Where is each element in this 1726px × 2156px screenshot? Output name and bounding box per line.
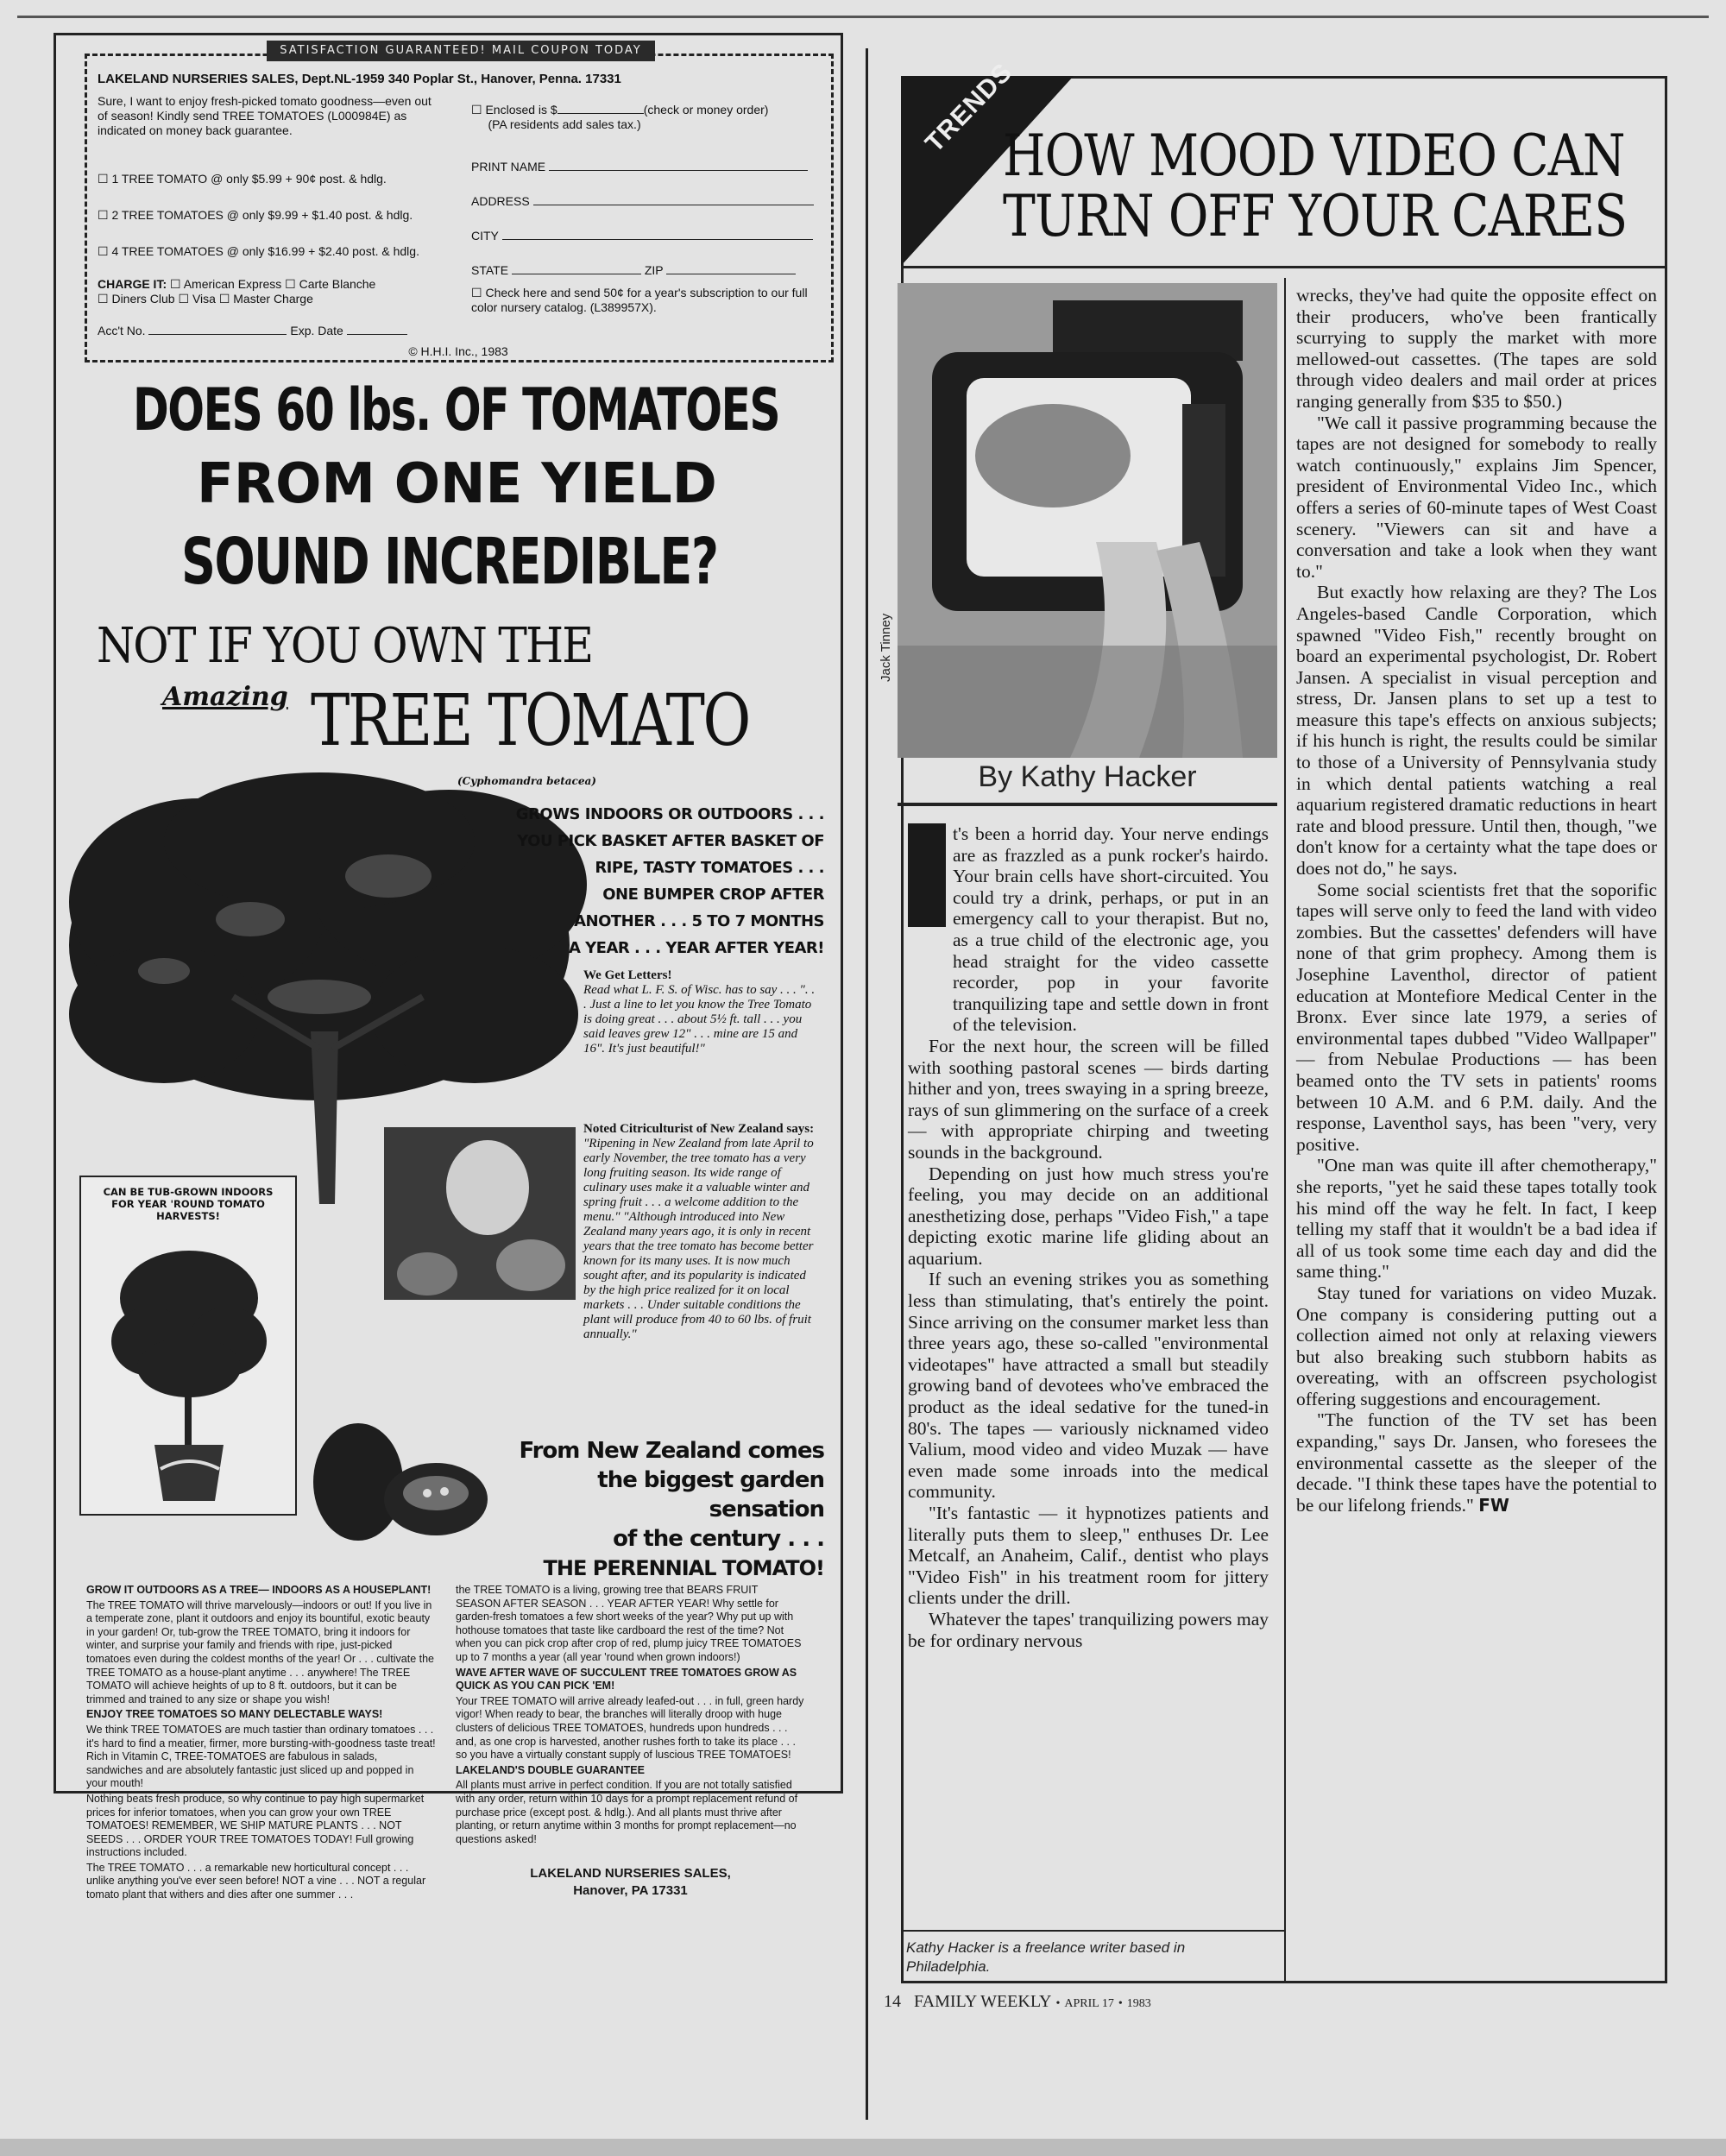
article-headline-2: TURN OFF YOUR CARES (1003, 183, 1628, 249)
letters-block (583, 968, 821, 1056)
enclosed-tax: (PA residents add sales tax.) (488, 117, 641, 131)
ad-product-name: TREE TOMATO (311, 680, 749, 762)
enclosed-label: Enclosed is $ (485, 103, 557, 117)
dropcap: I (908, 823, 909, 824)
mail-coupon (85, 44, 834, 362)
ad-headline-3: SOUND INCREDIBLE? (181, 525, 718, 599)
ad-footer (456, 1865, 805, 1900)
byline-rule (898, 803, 1277, 806)
tv-photo (898, 283, 1277, 758)
trends-kicker: TRENDS (920, 57, 1018, 158)
article-col-2 (1296, 285, 1657, 1516)
coupon-option-3[interactable]: ☐ 4 TREE TOMATOES @ only $16.99 + $2.40 post. & hdlg. (98, 244, 419, 258)
top-rule (17, 16, 1709, 18)
coupon-field-name[interactable] (471, 160, 825, 174)
article-col1-para-4: If such an evening strikes you as something less than stimulating, that's entirely the point. Since arriving on the consumer market less than three years ago, these so-called "environmental videotapes" have attracted a small but steadily growing band of devotees who've embraced the product as the ideal sedative for the tuned-in 80's. The tapes — variously nicknamed video Valium, mood video and video Muzak — have even made some inroads into the medical community. (908, 1269, 1269, 1503)
ad-amazing: Amazing (162, 682, 288, 712)
ad-headline-1: DOES 60 lbs. OF TOMATOES (133, 376, 780, 444)
charge-visa-label: Visa (192, 292, 216, 306)
ad-col2-head-2: LAKELAND'S DOUBLE GUARANTEE (456, 1763, 645, 1776)
tub-plant-illustration (98, 1238, 280, 1505)
folio-date: APRIL 17 (1064, 1997, 1114, 2010)
ad-col2-head-1: WAVE AFTER WAVE OF SUCCULENT TREE TOMATOES GROW AS QUICK AS YOU CAN PICK 'EM! (456, 1666, 797, 1693)
folio-year: 1983 (1126, 1997, 1151, 2010)
charge-amex[interactable]: ☐ American Express (170, 277, 282, 291)
nz-line-3: of the century . . . (613, 1526, 824, 1552)
endmark-fw: FW (1478, 1494, 1509, 1516)
coupon-option-1[interactable]: ☐ 1 TREE TOMATO @ only $5.99 + 90¢ post. & hdlg. (98, 172, 387, 186)
citriculturist-title: Noted Citriculturist of New Zealand says: (583, 1122, 815, 1136)
exp-label: Exp. Date (290, 324, 343, 337)
coupon-option-2[interactable]: ☐ 2 TREE TOMATOES @ only $9.99 + $1.40 post. & hdlg. (98, 208, 413, 222)
charge-master[interactable]: ☐ Master Charge (218, 292, 313, 306)
charge-visa[interactable]: ☐ Visa (178, 292, 216, 306)
article-col2-para-7: "The function of the TV set has been expanding," says Dr. Jansen, who foresees the environmental cassette as the sleeper of the decade. "I think these tapes have the potential to be our lifelong friends." (1296, 1409, 1657, 1516)
coupon-option-1-label: 1 TREE TOMATO @ only $5.99 + 90¢ post. & hdlg. (111, 172, 387, 186)
enclosed-amount-field[interactable] (557, 113, 644, 114)
charge-amex-label: American Express (183, 277, 282, 291)
article-col-1 (908, 823, 1269, 1651)
field-address-label: ADDRESS (471, 194, 530, 208)
ad-col2-para-1: the TREE TOMATO is a living, growing tree that BEARS FRUIT SEASON AFTER SEASON . . . YEAR AFTER YEAR! Why settle for garden-fresh tomatoes a few short weeks of the year? Why put up with hothouse tomatoes that taste like cardboard the rest of the time? Not when you can pick crop after crop of red, plump juicy TREE TOMATOES up to 7 months a year (all year 'round when grown indoors!) (456, 1584, 802, 1663)
acct-field[interactable] (148, 334, 287, 335)
tub-caption: CAN BE TUB-GROWN INDOORS FOR YEAR 'ROUND TOMATO HARVESTS! (103, 1186, 274, 1222)
article-col2-para-6: Stay tuned for variations on video Muzak. One company is considering putting out a collection aimed not only at relaxing viewers but also breaking such stubborn habits as overeating, with an offscreen psychologist offering suggestions and encouragement. (1296, 1282, 1657, 1409)
coupon-charge (98, 277, 451, 306)
ad-headline-4: NOT IF YOU OWN THE (97, 618, 593, 674)
nz-line-1: From New Zealand comes (519, 1438, 824, 1464)
letters-text: Read what L. F. S. of Wisc. has to say . . . ". . . Just a line to let you know the Tree Tomato is doing great . . . about 5½ ft. tall . . . you said leaves grew 12" . . . mine are 15 and 16". It's just beautiful!" (583, 983, 816, 1056)
coupon-copyright: © H.H.I. Inc., 1983 (372, 344, 545, 359)
coupon-header: SATISFACTION GUARANTEED! MAIL COUPON TODAY (267, 41, 655, 61)
folio: 14 FAMILY WEEKLY • APRIL 17 • 1983 (884, 1992, 1151, 2011)
grows-line-3: RIPE, TASTY TOMATOES . . . (595, 859, 824, 877)
acct-label: Acc't No. (98, 324, 146, 337)
ad-col1-para-2: We think TREE TOMATOES are much tastier than ordinary tomatoes . . . it's hard to find a meatier, firmer, more bursting-with-goodness taste treat! Rich in Vitamin C, TREE-TOMATOES are fabulous in salads, sandwiches and are absolutely fantastic just sliced up and popped in your mouth! (86, 1723, 436, 1790)
column-divider (1284, 278, 1286, 1983)
coupon-acct (98, 324, 443, 338)
coupon-option-3-label: 4 TREE TOMATOES @ only $16.99 + $2.40 post. & hdlg. (111, 244, 419, 258)
byline: By Kathy Hacker (978, 760, 1197, 793)
grows-line-2: YOU PICK BASKET AFTER BASKET OF (517, 832, 824, 850)
grows-list (483, 801, 824, 961)
article-col1-para-1: t's been a horrid day. Your nerve endings are as frazzled as a punk rocker's hairdo. Your brain cells have short-circuited. You could try a drink, perhaps, or put in an emergency call to your therapist. But no, as a true child of the electronic age, you head straight for the video cassette recorder, pop in your favorite tranquilizing tape and settle down in front of the television. (953, 823, 1269, 1036)
field-city-label: CITY (471, 229, 499, 243)
charge-master-label: Master Charge (233, 292, 313, 306)
nz-line-4: THE PERENNIAL TOMATO! (543, 1556, 824, 1580)
charge-diners-label: Diners Club (111, 292, 175, 306)
letters-title: We Get Letters! (583, 968, 672, 982)
article-col1-para-2: For the next hour, the screen will be filled with soothing pastoral scenes — birds darting hither and yon, trees swaying in a spring breeze, rays of sun glimmering on the surface of a creek — with appropriate chirping and tweeting sounds in the background. (908, 1035, 1269, 1163)
ad-col1-head-2: ENJOY TREE TOMATOES SO MANY DELECTABLE WAYS! (86, 1708, 383, 1721)
field-name-line (549, 170, 808, 171)
article-col2-para-5: "One man was quite ill after chemotherapy," she reports, "yet he said these tapes totally took his mind off the way he felt. In fact, I keep telling my staff that it wouldn't be a bad idea if all of us took some time each day and did the same thing." (1296, 1155, 1657, 1283)
article-col2-para-2: "We call it passive programming because the tapes are not designed for somebody to really watch continuously," explains Jim Spencer, president of Environmental Video Inc., which offers a series of 60-minute tapes of West Coast scenery. "Viewers can sit and have a conversation and take a look when they want to." (1296, 412, 1657, 582)
headline-rule (901, 266, 1667, 268)
field-city-line (502, 239, 813, 240)
grows-line-4: ONE BUMPER CROP AFTER (602, 886, 824, 904)
ad-col2-para-3: All plants must arrive in perfect condition. If you are not totally satisfied with any order, return within 10 days for a prompt replacement refund of purchase price (except post. & hdlg.). And all plants must thrive after planting, or return anytime within 3 months for prompt replacement—no questions asked! (456, 1779, 798, 1845)
article-headline-1: HOW MOOD VIDEO CAN (1003, 123, 1625, 189)
article-col1-para-1-start (908, 823, 1269, 1036)
field-name-label: PRINT NAME (471, 160, 546, 173)
field-zip-label: ZIP (644, 263, 664, 277)
article-col2-para-3: But exactly how relaxing are they? The Los Angeles-based Candle Corporation, which spawned "Video Fish," recently brought on board an experimental psychologist, Dr. Robert Jansen. A specialist in visual perception and stress, Dr. Jansen plans to set up a test to measure this tape's effects on anxious subjects; if his hunch is right, the results could be similar to those of a University of Pennsylvania study in which dental patients watching a real aquarium registered dramatic reductions in heart rate and blood pressure. Until then, though, "we don't know for a certainty what the tape does or does not do," he says. (1296, 582, 1657, 879)
charge-label: CHARGE IT: (98, 277, 167, 291)
coupon-field-state-zip[interactable] (471, 263, 825, 278)
folio-page: 14 (884, 1992, 901, 2011)
article-col2-para-1: wrecks, they've had quite the opposite effect on their producers, who've been frantically scurrying to supply the market with more mellowed-out cassettes. (The tapes are sold through video dealers and mail order at prices ranging generally from $35 to $50.) (1296, 285, 1657, 412)
gutter-rule (866, 48, 868, 2120)
bottom-strip (0, 2139, 1726, 2156)
ad-body-col-2 (456, 1584, 805, 1900)
field-state-label: STATE (471, 263, 509, 277)
ad-body-col-1 (86, 1584, 436, 1904)
exp-field[interactable] (347, 334, 407, 335)
author-note-rule (901, 1930, 1284, 1932)
charge-carte-blanche[interactable]: ☐ Carte Blanche (285, 277, 376, 291)
photo-credit: Jack Tinney (879, 613, 893, 682)
ad-headline-2: FROM ONE YIELD (197, 452, 717, 516)
folio-magazine: FAMILY WEEKLY (914, 1992, 1052, 2011)
coupon-option-2-label: 2 TREE TOMATOES @ only $9.99 + $1.40 post. & hdlg. (111, 208, 413, 222)
grower-photo-art (384, 1127, 576, 1300)
charge-diners[interactable]: ☐ Diners Club (98, 292, 175, 306)
citriculturist-text: "Ripening in New Zealand from late April to early November, the tree tomato has a very long fruiting season. Its wide range of culinary uses make it a valuable winter and spring fruit . . . a welcome addition to the menu." "Although introduced into New Zealand many years ago, it is only in recent years that the tree tomato has become better known for its many uses. It is now much sought after, and its popularity is indicated by the high price realized for it on local markets . . . Under suitable conditions the plant will produce from 40 to 60 lbs. of fruit annually." (583, 1137, 814, 1341)
coupon-catalog[interactable]: ☐ Check here and send 50¢ for a year's subscription to our full color nursery catalog. (L389957X). (471, 286, 808, 314)
ad-col1-para-3: Nothing beats fresh produce, so why continue to pay high supermarket prices for inferior tomatoes, when you can grow your own TREE TOMATOES! REMEMBER, WE SHIP MATURE PLANTS . . . NOT SEEDS . . . ORDER YOUR TREE TOMATOES TODAY! Full growing instructions included. (86, 1792, 425, 1859)
coupon-intro: Sure, I want to enjoy fresh-picked tomato goodness—even out of season! Kindly send TREE TOMATOES (L000984E) as indicated on money back guarantee. (98, 94, 432, 137)
grows-line-1: GROWS INDOORS OR OUTDOORS . . . (515, 805, 824, 823)
ad-footer-company: LAKELAND NURSERIES SALES, (530, 1866, 731, 1882)
grows-line-6: A YEAR . . . YEAR AFTER YEAR! (568, 939, 824, 957)
article-col1-para-6: Whatever the tapes' tranquilizing powers may be for ordinary nervous (908, 1608, 1269, 1651)
ad-col1-para-1: The TREE TOMATO will thrive marvelously—indoors or out! If you live in a temperate zone, plant it outdoors and enjoy its bountiful, exotic beauty in your garden! Or, tub-grow the TREE TOMATO, bring it indoors for winter, and surprise your family and friends with ripe, just-picked tomatoes even during the coldest months of the year! Or . . . cultivate the TREE TOMATO as a house-plant anytime . . . anywhere! The TREE TOMATO will achieve heights of up to 8 ft. outdoors, but it can be trimmed and trained to any size or shape you wish! (86, 1598, 434, 1705)
grower-photo (384, 1127, 576, 1300)
article-col1-para-5: "It's fantastic — it hypnotizes patients and literally puts them to sleep," enthuses Dr. Lee Metcalf, an Anaheim, Calif., dentist who plays "Video Fish" in his treatment room for jittery clients under the drill. (908, 1503, 1269, 1609)
coupon-field-city[interactable] (471, 229, 825, 243)
enclosed-note: (check or money order) (643, 103, 769, 117)
coupon-company-line: LAKELAND NURSERIES SALES, Dept.NL-1959 340 Poplar St., Hanover, Penna. 17331 (98, 72, 621, 86)
tub-plant-box (79, 1176, 297, 1516)
article-col1-para-3: Depending on just how much stress you're feeling, you may decide on an additional anesthetizing dose, perhaps "Video Fish," a tape depicting exotic marine life gliding about an aquarium. (908, 1163, 1269, 1269)
new-zealand-block (483, 1436, 824, 1583)
ad-col2-para-2: Your TREE TOMATO will arrive already leafed-out . . . in full, green hardy vigor! When ready to bear, the branches will literally droop with huge clusters of delicious TREE TOMATOES, hundreds upon hundreds . . . and, as one crop is harvested, another rushes forth to take its place . . . so you have a virtually constant supply of luscious TREE TOMATOES! (456, 1694, 804, 1762)
ad-latin-name: (Cyphomandra betacea) (457, 775, 596, 787)
ad-col1-head-1: GROW IT OUTDOORS AS A TREE— INDOORS AS A HOUSEPLANT! (86, 1584, 432, 1596)
catalog-label: Check here and send 50¢ for a year's subscription to our full color nursery catalog. (L389957X). (471, 286, 808, 314)
coupon-enclosed: ☐ Enclosed is $ (check or money order) (PA residents add sales tax.) (471, 103, 769, 131)
nz-line-2: the biggest garden sensation (597, 1467, 824, 1522)
ad-col1-para-4: The TREE TOMATO . . . a remarkable new horticultural concept . . . unlike anything you've ever seen before! NOT a vine . . . NOT a regular tomato plant that withers and dies after one summer . . . (86, 1861, 426, 1901)
author-note: Kathy Hacker is a freelance writer based in Philadelphia. (906, 1939, 1186, 1975)
coupon-field-address[interactable] (471, 194, 825, 209)
article-col2-para-7-wrap (1296, 1409, 1657, 1516)
article-col2-para-4: Some social scientists fret that the soporific tapes will serve only to feed the land with video zombies. But the cassettes' defenders will have none of that grim prophecy. Among them is Josephine Laventhol, director of patient education at Montefiore Medical Center in the Bronx. Ever since late 1979, a series of environmental tapes dubbed "Video Wallpaper" — from Nebulae Productions — has been beamed onto the TV sets in patients' rooms between 10 A.M. and 6 P.M. daily. And the response, Laventhol says, has been "very, very positive. (1296, 879, 1657, 1155)
tv-photo-art (898, 283, 1277, 758)
tomato-fruits-illustration (306, 1417, 505, 1547)
citriculturist-block (583, 1122, 821, 1342)
grows-line-5: ANOTHER . . . 5 TO 7 MONTHS (574, 912, 824, 930)
charge-cb-label: Carte Blanche (299, 277, 376, 291)
ad-footer-address: Hanover, PA 17331 (573, 1883, 688, 1899)
